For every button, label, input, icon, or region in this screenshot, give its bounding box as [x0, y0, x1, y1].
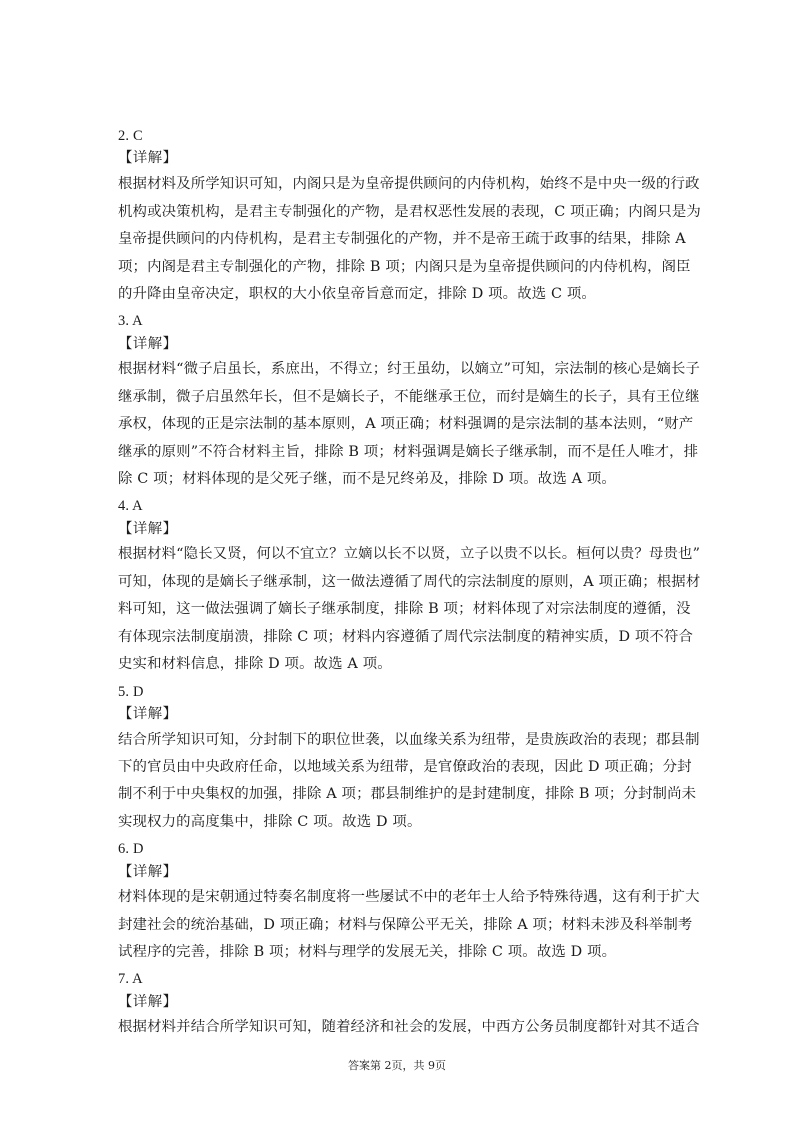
answer-text-line: 史实和材料信息，排除 D 项。故选 A 项。	[118, 656, 392, 672]
explanation-heading: 【详解】	[118, 994, 178, 1010]
question-number-2: 2. C	[118, 128, 143, 144]
answer-text-line: 材料体现的是宋朝通过特奏名制度将一些屡试不中的老年士人给予特殊待遇，这有利于扩大	[118, 889, 700, 905]
answer-text-line: 根据材料“隐长又贤，何以不宜立？立嫡以长不以贤，立子以贵不以长。桓何以贵？母贵也”	[118, 546, 701, 562]
question-number-5: 5. D	[118, 684, 144, 700]
answer-text-line: 机构或决策机构，是君主专制强化的产物，是君权恶性发展的表现，C 项正确；内阁只是为	[118, 204, 701, 220]
answer-text-line: 除 C 项；材料体现的是父死子继，而不是兄终弟及，排除 D 项。故选 A 项。	[118, 471, 616, 487]
answer-text-line: 根据材料及所学知识可知，内阁只是为皇帝提供顾问的内侍机构，始终不是中央一级的行政	[118, 176, 700, 192]
answer-text-line: 项；内阁是君主专制强化的产物，排除 B 项；内阁只是为皇帝提供顾问的内侍机构，阁臣	[118, 259, 691, 275]
answer-text-line: 实现权力的高度集中，排除 C 项。故选 D 项。	[118, 814, 422, 830]
answer-text-line: 的升降由皇帝决定，职权的大小依皇帝旨意而定，排除 D 项。故选 C 项。	[118, 286, 596, 302]
answer-text-line: 承权，体现的正是宗法制的基本原则，A 项正确；材料强调的是宗法制的基本法则，“财产	[118, 416, 694, 432]
question-number-4: 4. A	[118, 498, 143, 514]
answer-text-line: 可知，体现的是嫡长子继承制，这一做法遵循了周代的宗法制度的原则，A 项正确；根据材	[118, 574, 701, 590]
question-number-6: 6. D	[118, 841, 144, 857]
answer-text-line: 结合所学知识可知，分封制下的职位世袭，以血缘关系为纽带，是贵族政治的表现；郡县制	[118, 732, 700, 748]
answer-text-line: 料可知，这一做法强调了嫡长子继承制度，排除 B 项；材料体现了对宗法制度的遵循，没	[118, 601, 691, 617]
answer-text-line: 继承的原则”不符合材料主旨，排除 B 项；材料强调是嫡长子继承制，而不是任人唯才，排	[118, 444, 699, 460]
explanation-heading: 【详解】	[118, 336, 178, 352]
page-footer: 答案第 2页，共 9页	[348, 1059, 446, 1072]
question-number-7: 7. A	[118, 971, 143, 987]
answer-text-line: 制不利于中央集权的加强，排除 A 项；郡县制维护的是封建制度，排除 B 项；分封制尚未	[118, 786, 697, 802]
answer-text-line: 有体现宗法制度崩溃，排除 C 项；材料内容遵循了周代宗法制度的精神实质，D 项不符合	[118, 629, 694, 645]
answer-text-line: 封建社会的统治基础，D 项正确；材料与保障公平无关，排除 A 项；材料未涉及科举制考	[118, 917, 693, 933]
question-number-3: 3. A	[118, 313, 143, 329]
explanation-heading: 【详解】	[118, 150, 178, 166]
answer-text-line: 根据材料并结合所学知识可知，随着经济和社会的发展，中西方公务员制度都针对其不适合	[118, 1019, 700, 1035]
explanation-heading: 【详解】	[118, 521, 178, 537]
answer-text-line: 下的官员由中央政府任命，以地域关系为纽带，是官僚政治的表现，因此 D 项正确；分封	[118, 759, 692, 775]
explanation-heading: 【详解】	[118, 706, 178, 722]
answer-text-line: 继承制，微子启虽然年长，但不是嫡长子，不能继承王位，而纣是嫡生的长子，具有王位继	[118, 389, 700, 405]
answer-text-line: 试程序的完善，排除 B 项；材料与理学的发展无关，排除 C 项。故选 D 项。	[118, 944, 617, 960]
answer-text-line: 根据材料“微子启虽长，系庶出，不得立；纣王虽幼，以嫡立”可知，宗法制的核心是嫡长子	[118, 361, 701, 377]
explanation-heading: 【详解】	[118, 864, 178, 880]
answer-text-line: 皇帝提供顾问的内侍机构，是君主专制强化的产物，并不是帝王疏于政事的结果，排除 A	[118, 231, 686, 247]
